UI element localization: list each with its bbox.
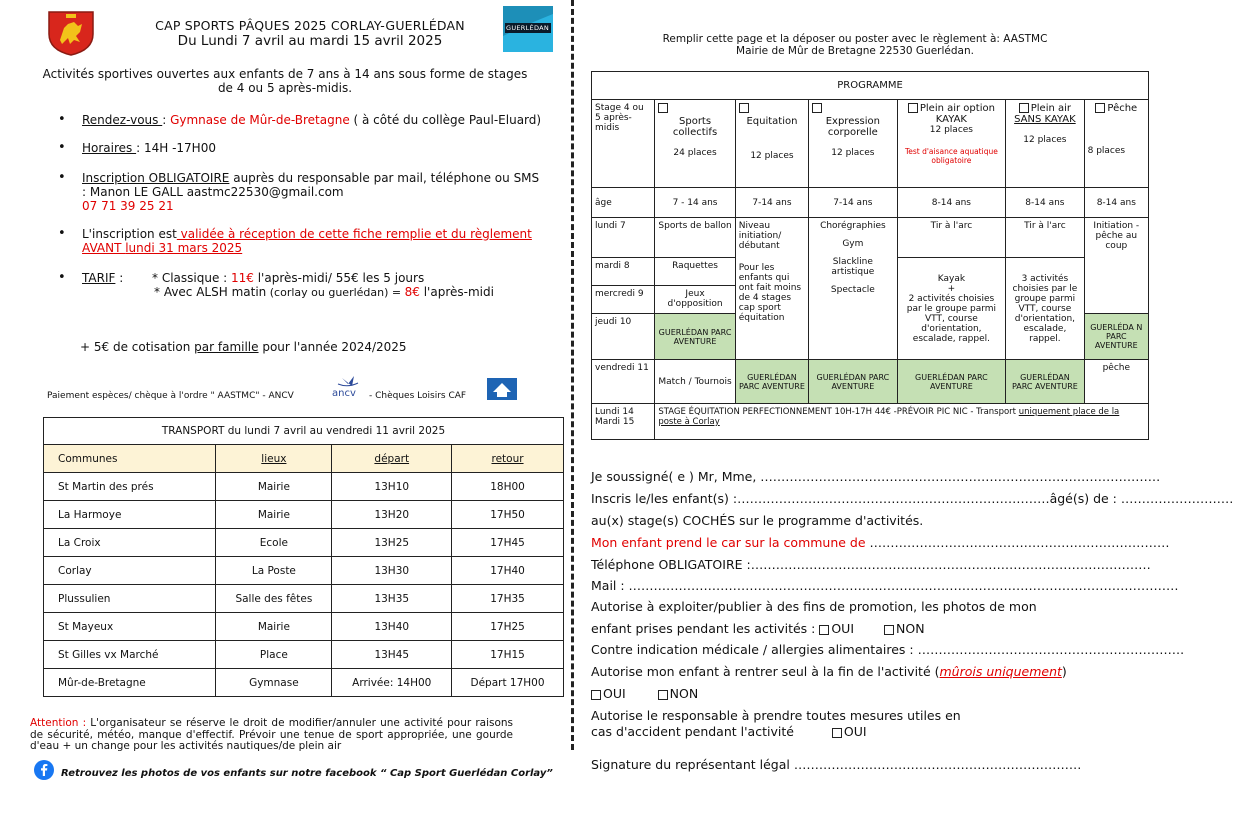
- transport-caption: TRANSPORT du lundi 7 avril au vendredi 11 avril 2025: [44, 418, 564, 445]
- list-item-tarif: • TARIF : * Classique : 11€ l'après-midi/ 55€ les 5 jours * Avec ALSH matin (corlay ou guerlédan) = 8€ l'après-midi: [56, 271, 546, 300]
- col-sports-collectifs: Sports collectifs 24 places: [655, 100, 735, 188]
- form-line-stages: au(x) stage(s) COCHÉS sur le programme d'activités.: [591, 513, 924, 528]
- attention-note: Attention : L'organisateur se réserve le droit de modifier/annuler une activité pour raisons de sécurité, météo, manque d'effectif. Prévoir une tenue de sport appropriée, une gourde d'eau + un change pour les activités nautiques/de plein air: [30, 717, 514, 752]
- page-divider: [571, 0, 574, 750]
- logo-text: GUERLÉDAN: [506, 24, 550, 32]
- table-row: Mûr-de-Bretagne Gymnase Arrivée: 14H00 Départ 17H00: [44, 669, 564, 697]
- form-line-alone-choice: OUI NON: [591, 686, 698, 701]
- form-line-phone[interactable]: Téléphone OBLIGATOIRE :……………………………………………………………………………………: [591, 557, 1151, 572]
- table-row: La Harmoye Mairie 13H20 17H50: [44, 501, 564, 529]
- facebook-row: [34, 760, 564, 780]
- form-line-bus[interactable]: Mon enfant prend le car sur la commune de ………………………………………………………………: [591, 535, 1170, 550]
- instructions: Remplir cette page et la déposer ou poster avec le règlement à: AASTMC Mairie de Mûr de Bretagne 22530 Guerlédan.: [662, 33, 1048, 57]
- checkbox[interactable]: [739, 103, 749, 113]
- payment-info: Paiement espèces/ chèque à l'ordre " AASTMC" - ANCV ancv - Chèques Loisirs CAF: [47, 374, 537, 402]
- form-line-emergency-choice: cas d'accident pendant l'activité OUI: [591, 724, 867, 739]
- form-line-photos-choice: enfant prises pendant les activités : OUI NON: [591, 621, 925, 636]
- list-item-validation: • L'inscription est validée à réception de cette fiche remplie et du règlement AVANT lundi 31 mars 2025: [56, 227, 546, 255]
- table-row: Plussulien Salle des fêtes 13H35 17H35: [44, 585, 564, 613]
- date-range: Du Lundi 7 avril au mardi 15 avril 2025: [177, 33, 443, 49]
- col-peche: Pêche 8 places: [1084, 100, 1148, 188]
- form-line-alone: Autorise mon enfant à rentrer seul à la fin de l'activité (mûrois uniquement): [591, 664, 1067, 679]
- form-line-photos: Autorise à exploiter/publier à des fins de promotion, les photos de mon: [591, 599, 1037, 614]
- photos-non-checkbox[interactable]: [884, 625, 894, 635]
- col-plein-air-sans-kayak: Plein air SANS KAYAK 12 places: [1006, 100, 1084, 188]
- checkbox[interactable]: [1019, 103, 1029, 113]
- programme-title: PROGRAMME: [592, 72, 1149, 100]
- photos-oui-checkbox[interactable]: [819, 625, 829, 635]
- table-row: Corlay La Poste 13H30 17H40: [44, 557, 564, 585]
- list-item-inscription: • Inscription OBLIGATOIRE auprès du responsable par mail, téléphone ou SMS : Manon LE GALL aastmc22530@gmail.com 07 71 39 25 21: [56, 171, 546, 213]
- col-expression: Expression corporelle 12 places: [809, 100, 897, 188]
- programme-table: PROGRAMME Stage 4 ou 5 après-midis Sports collectifs 24 places Equitation 12 places Expression corporelle 12 places Plein air option KAYAK 12 places Test d'aisance aquatique obligatoire Plein air SANS KAYAK 12 places Pêche 8 places âge 7 - 14 ans 7-14 ans 7-14 ans 8-14 ans 8-14 ans 8-14 ans lundi 7 Sports de ballon Niveau initiation/ débutant Pour les enfants qui ont fait moins de 4 stages cap sport équitation Chorégraphies Gym Slackline artistique Spectacle Tir à l'arc Tir à l'arc Initiation - pêche au coup mardi 8 Raquettes Kayak + 2 activités choisies par le groupe parmi VTT, course d'orientation, escalade, rappel. 3 activités choisies par le groupe parmi VTT, course d'orientation, escalade, rappel. mercredi 9 Jeux d'opposition jeudi 10 GUERLÉDAN PARC AVENTURE GUERLÉDA N PARC AVENTURE vendredi 11 Match / Tournois GUERLÉDAN PARC AVENTURE GUERLÉDAN PARC AVENTURE GUERLÉDAN PARC AVENTURE GUERLÉDAN PARC AVENTURE pêche Lundi 14 Mardi 15 STAGE ÉQUITATION PERFECTIONNEMENT 10H-17H 44€ -PRÉVOIR PIC NIC - Transport uniquement place de la poste à Corlay: [591, 71, 1149, 440]
- list-item-hours: • Horaires : 14H -17H00: [56, 141, 546, 155]
- form-line-name[interactable]: Je soussigné( e ) Mr, Mme, ……………………………………………………………………………………: [591, 469, 1161, 484]
- guerledan-logo: [503, 6, 553, 52]
- checkbox[interactable]: [1095, 103, 1105, 113]
- col-equitation: Equitation 12 places: [735, 100, 808, 188]
- alone-oui-checkbox[interactable]: [591, 690, 601, 700]
- ancv-logo: ancv: [328, 374, 368, 400]
- facebook-icon: [34, 760, 54, 780]
- list-item-rdv: • Rendez-vous : Gymnase de Mûr-de-Bretagne ( à côté du collège Paul-Eluard): [56, 113, 546, 127]
- coat-of-arms-icon: [46, 10, 96, 56]
- form-line-children[interactable]: Inscris le/les enfant(s) :…………………………………………………………………âgé(s) de : ………………………: [591, 491, 1233, 506]
- alone-non-checkbox[interactable]: [658, 690, 668, 700]
- emergency-oui-checkbox[interactable]: [832, 728, 842, 738]
- facebook-text: Retrouvez les photos de vos enfants sur notre facebook “ Cap Sport Guerlédan Corlay”: [61, 768, 553, 779]
- form-line-emergency: Autorise le responsable à prendre toutes mesures utiles en: [591, 708, 961, 723]
- checkbox[interactable]: [908, 103, 918, 113]
- info-list: [56, 113, 546, 300]
- left-page: [0, 0, 570, 828]
- cotisation-text: + 5€ de cotisation par famille pour l'année 2024/2025: [80, 340, 407, 354]
- table-row: St Gilles vx Marché Place 13H45 17H15: [44, 641, 564, 669]
- table-row: La Croix Ecole 13H25 17H45: [44, 529, 564, 557]
- page-title: CAP SPORTS PÂQUES 2025 CORLAY-GUERLÉDAN: [155, 18, 465, 33]
- col-plein-air-kayak: Plein air option KAYAK 12 places Test d'aisance aquatique obligatoire: [897, 100, 1006, 188]
- form-line-signature[interactable]: Signature du représentant légal ……………………………………………………………: [591, 757, 1082, 772]
- form-line-medical[interactable]: Contre indication médicale / allergies alimentaires : ……………………………………………………….: [591, 642, 1185, 657]
- transport-table: [43, 417, 564, 697]
- intro-text: Activités sportives ouvertes aux enfants de 7 ans à 14 ans sous forme de stages de 4 ou 5 après-midis.: [42, 67, 528, 95]
- stage-label: Stage 4 ou 5 après-midis: [592, 100, 655, 188]
- table-row: St Mayeux Mairie 13H40 17H25: [44, 613, 564, 641]
- right-page: [585, 0, 1233, 828]
- table-row: St Martin des prés Mairie 13H10 18H00: [44, 473, 564, 501]
- phone-number: 07 71 39 25 21: [82, 199, 174, 213]
- checkbox[interactable]: [658, 103, 668, 113]
- form-line-mail[interactable]: Mail : ……………………………………………………………………………………………………………………: [591, 578, 1179, 593]
- caf-logo: [487, 378, 517, 400]
- table-header-row: Communes lieux départ retour: [44, 445, 564, 473]
- checkbox[interactable]: [812, 103, 822, 113]
